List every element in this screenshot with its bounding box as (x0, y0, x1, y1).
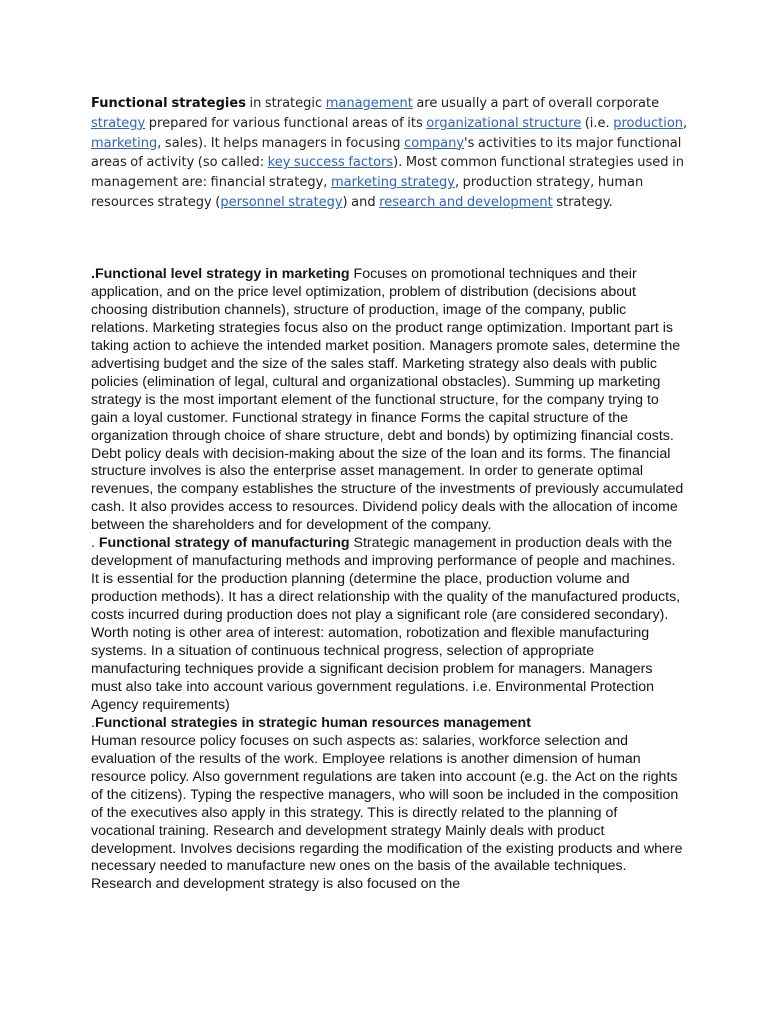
link-organizational-structure[interactable]: organizational structure (426, 115, 582, 131)
body-text (91, 266, 685, 894)
section-heading: Functional strategy of manufacturing (98, 535, 350, 552)
link-research-and-development[interactable]: research and development (379, 194, 553, 210)
link-production[interactable]: production (613, 115, 684, 131)
section-manufacturing (91, 535, 685, 715)
section-text: Strategic management in production deals with the development of manufacturing methods and improving performance of people and machines. It is essential for the production planning (determine the place, production volume and production methods). It has a direct relationship with the quality of the manufactured products, costs incurred during production does not play a significant role (are considered secondary). Worth noting is other area of interest: automation, robotization and flexible manufacturing systems. In a situation of continuous technical progress, selection of appropriate manufacturing techniques provide a significant decision problem for managers. Managers must also take into account various government regulations. i.e. Environmental Protection Agency requirements) (91, 535, 681, 713)
intro-paragraph: Functional strategies in strategic management are usually a part of overall corporate strategy prepared for various functional areas of its organizational structure (i.e. production, marketing, sales). It helps managers in focusing company's activities to its major functional areas of activity (so called: key success factors). Most common functional strategies used in management are: financial strategy, marketing strategy, production strategy, human resources strategy (personnel strategy) and research and development strategy. (91, 96, 688, 210)
section-prefix: . (91, 535, 99, 552)
link-management[interactable]: management (325, 96, 413, 111)
section-prefix: . (91, 714, 95, 731)
link-company[interactable]: company (404, 135, 465, 151)
section-heading: .Functional level strategy in marketing (91, 266, 350, 282)
section-marketing (91, 266, 685, 535)
link-marketing-strategy[interactable]: marketing strategy (330, 175, 455, 191)
link-personnel-strategy[interactable]: personnel strategy (220, 194, 343, 210)
section-human-resources (91, 715, 685, 895)
intro-term: Functional strategies (91, 96, 246, 111)
section-text: Human resource policy focuses on such aspects as: salaries, workforce selection and evaluation of the results of the work. Employee relations is another dimension of human resource policy. Also government regulations are taken into account (e.g. the Act on the rights of the citizens). Typing the respective managers, who will soon be included in the composition of the executives also apply in this strategy. This is directly related to the planning of vocational training. Research and development strategy Mainly deals with product development. Involves decisions regarding the modification of the existing products and where necessary needed to manufacture new ones on the basis of the available techniques. Research and development strategy is also focused on the (91, 732, 683, 893)
section-text: Focuses on promotional techniques and their application, and on the price level optimization, problem of distribution (decisions about choosing distribution channels), structure of production, image of the company, public relations. Marketing strategies focus also on the product range optimization. Important part is taking action to achieve the intended market position. Managers promote sales, determine the advertising budget and the size of the sales staff. Marketing strategy also deals with public policies (elimination of legal, cultural and organizational obstacles). Summing up marketing strategy is the most important element of the functional structure, for the company trying to gain a loyal customer. Functional strategy in finance Forms the capital structure of the organization through choice of share structure, debt and bonds) by optimizing financial costs. Debt policy deals with decision-making about the size of the loan and its forms. The financial structure involves is also the enterprise asset management. In order to generate optimal revenues, the company establishes the structure of the investments of previously accumulated cash. It also provides access to resources. Dividend policy deals with the allocation of income between the shareholders and for development of the company. (91, 266, 684, 534)
section-heading: Functional strategies in strategic human resources management (94, 714, 531, 731)
link-strategy[interactable]: strategy (91, 115, 146, 131)
link-marketing[interactable]: marketing (91, 135, 158, 151)
link-key-success-factors[interactable]: key success factors (267, 155, 394, 171)
